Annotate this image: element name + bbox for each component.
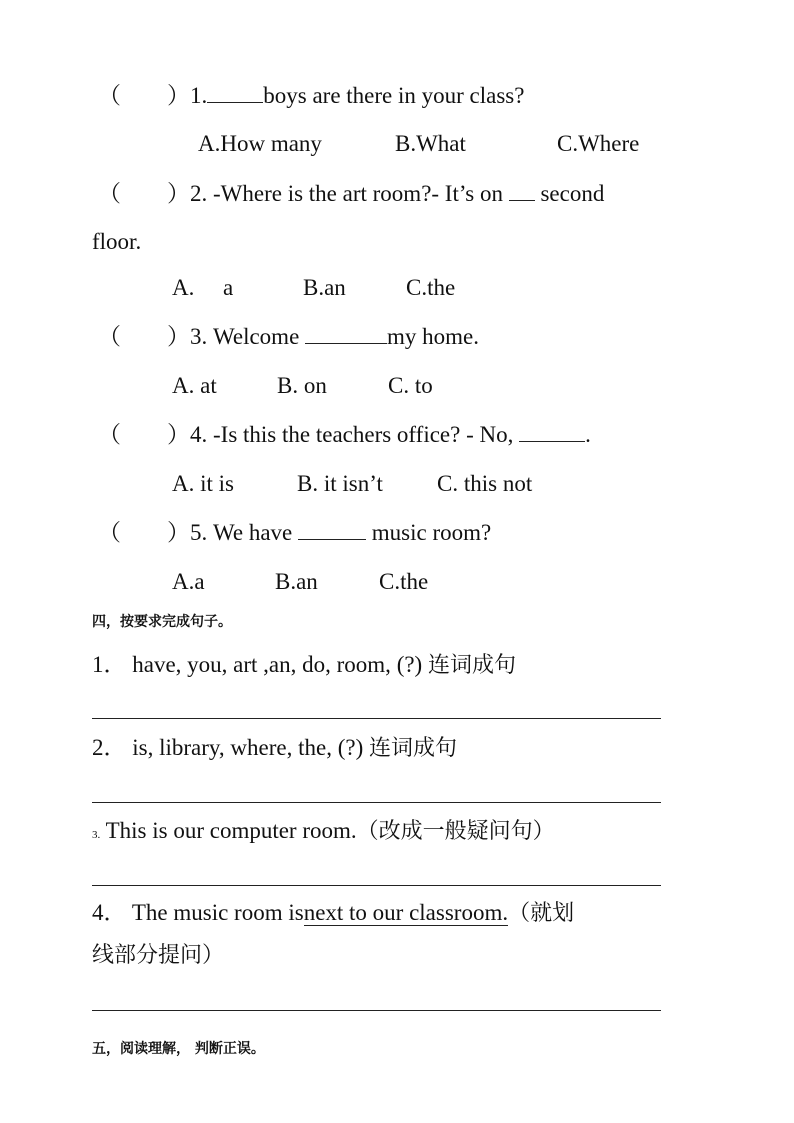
question-text-end: second [540, 181, 605, 206]
answer-blank [519, 419, 585, 442]
question-3 [98, 321, 479, 352]
option-a-value: a [223, 275, 234, 300]
question-4 [98, 419, 591, 450]
section-4-item-4 [92, 898, 574, 929]
answer-blank [305, 321, 387, 344]
question-text-end: . [585, 422, 591, 447]
answer-paren: （ ） [98, 83, 190, 108]
question-2-continued: floor. [92, 229, 142, 254]
answer-paren: （ ） [98, 520, 190, 545]
item-text: have, you, art ,an, do, room, [132, 652, 391, 677]
question-1 [98, 80, 524, 111]
section-4-item-4-continued: 线部分提问） [92, 943, 225, 968]
section-4-item-2 [92, 733, 457, 764]
item-number: 1． [92, 652, 127, 677]
section-4-title: 四，按要求完成句子。 [92, 614, 232, 630]
item-text: This is our computer room. [105, 818, 357, 843]
item-mark: (?) [396, 652, 423, 677]
item-instruction: 连词成句 [427, 653, 516, 678]
item-text: The music room is [131, 900, 304, 925]
option-b: B. on [277, 373, 327, 398]
item-number: 4． [92, 900, 127, 925]
question-number: 1. [190, 83, 208, 108]
answer-blank [298, 517, 366, 540]
question-text-end: my home. [387, 324, 480, 349]
answer-blank [509, 178, 535, 201]
question-number: 5. [190, 520, 208, 545]
section-5-title: 五，阅读理解， 判断正误。 [92, 1041, 265, 1057]
item-instruction: 连词成句 [368, 736, 457, 761]
question-number: 3. [190, 324, 208, 349]
question-5 [98, 517, 491, 548]
item-number: 3. [92, 829, 101, 841]
item-instruction: （改成一般疑问句） [356, 819, 555, 844]
underlined-phrase: next to our classroom. [303, 900, 509, 925]
answer-line [92, 802, 661, 803]
item-text: is, library, where, the, [132, 735, 332, 760]
question-text: -Is this the teachers office? - No, [213, 422, 514, 447]
section-4-item-1 [92, 650, 516, 681]
option-a: A. [172, 275, 195, 300]
option-c: C. this not [437, 471, 533, 496]
question-text: -Where is the art room?- It’s on [213, 181, 503, 206]
answer-paren: （ ） [98, 324, 190, 349]
option-a: A.a [172, 569, 205, 594]
answer-line [92, 885, 661, 886]
answer-paren: （ ） [98, 422, 190, 447]
option-b: B.What [395, 131, 466, 156]
answer-paren: （ ） [98, 181, 190, 206]
question-text-end: music room? [371, 520, 492, 545]
question-text: We have [213, 520, 293, 545]
question-text: Welcome [213, 324, 300, 349]
question-text: boys are there in your class? [263, 83, 525, 108]
question-2 [98, 178, 604, 209]
option-c: C. to [388, 373, 433, 398]
answer-blank [207, 80, 263, 103]
question-number: 2. [190, 181, 208, 206]
option-c: C.the [406, 275, 456, 300]
answer-line [92, 718, 661, 719]
option-a: A. at [172, 373, 217, 398]
section-4-item-3 [92, 816, 555, 850]
item-instruction: （就划 [508, 901, 575, 926]
option-a: A.How many [198, 131, 322, 156]
option-b: B.an [303, 275, 346, 300]
item-number: 2． [92, 735, 127, 760]
option-c: C.Where [557, 131, 640, 156]
option-a: A. it is [172, 471, 234, 496]
answer-line [92, 1010, 661, 1011]
question-number: 4. [190, 422, 208, 447]
item-mark: (?) [337, 735, 364, 760]
option-c: C.the [379, 569, 429, 594]
option-b: B. it isn’t [297, 471, 383, 496]
option-b: B.an [275, 569, 318, 594]
